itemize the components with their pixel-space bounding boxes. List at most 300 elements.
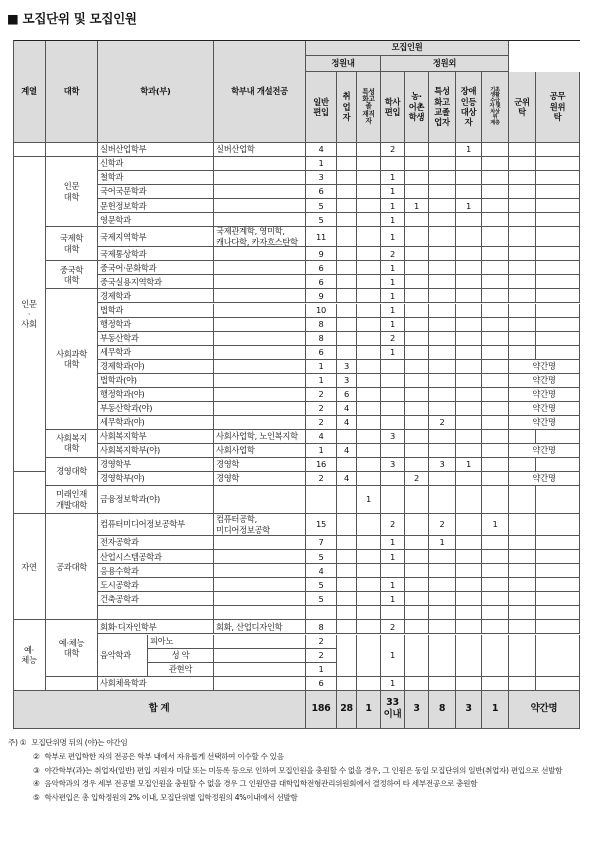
table-cell bbox=[381, 564, 405, 578]
table-header-cell: 모집인원 bbox=[306, 40, 509, 56]
footnote-number: ② bbox=[33, 751, 40, 761]
footnote-item bbox=[8, 750, 596, 764]
table-cell bbox=[482, 346, 509, 360]
table-cell bbox=[357, 592, 381, 606]
table-cell bbox=[429, 318, 456, 332]
table-header-cell: 군위 탁 bbox=[509, 72, 536, 143]
table-cell bbox=[536, 458, 580, 472]
table-cell bbox=[536, 304, 580, 318]
table-cell bbox=[509, 430, 536, 444]
table-cell: 1 bbox=[381, 550, 405, 564]
table-cell: 사회복지학부(야) bbox=[98, 444, 214, 458]
table-cell bbox=[357, 514, 381, 536]
table-cell bbox=[429, 199, 456, 213]
table-cell: 약간명 bbox=[509, 388, 580, 402]
table-cell bbox=[456, 275, 482, 289]
table-cell bbox=[357, 157, 381, 171]
table-cell: 성 악 bbox=[148, 649, 214, 663]
table-cell bbox=[429, 564, 456, 578]
table-cell bbox=[482, 157, 509, 171]
table-cell bbox=[337, 227, 357, 247]
table-cell bbox=[405, 635, 429, 677]
table-cell: 약간명 bbox=[509, 416, 580, 430]
table-cell bbox=[482, 261, 509, 275]
table-cell: 1 bbox=[381, 635, 405, 677]
table-cell bbox=[482, 199, 509, 213]
table-cell bbox=[214, 185, 306, 199]
table-cell bbox=[405, 318, 429, 332]
table-cell bbox=[357, 458, 381, 472]
table-cell bbox=[214, 199, 306, 213]
table-cell bbox=[337, 289, 357, 303]
table-cell: 피아노 bbox=[148, 635, 214, 649]
table-cell bbox=[429, 472, 456, 486]
table-cell: 컴퓨터미디어정보공학부 bbox=[98, 514, 214, 536]
table-cell bbox=[405, 171, 429, 185]
table-cell bbox=[98, 606, 214, 620]
table-cell bbox=[357, 199, 381, 213]
table-cell bbox=[429, 213, 456, 227]
table-cell bbox=[536, 514, 580, 536]
table-cell bbox=[357, 143, 381, 157]
table-header-cell: 일반 편입 bbox=[306, 72, 337, 143]
table-cell bbox=[405, 227, 429, 247]
table-cell bbox=[381, 388, 405, 402]
table-cell bbox=[405, 578, 429, 592]
table-cell: 4 bbox=[306, 430, 337, 444]
table-cell bbox=[214, 606, 306, 620]
table-cell bbox=[456, 289, 482, 303]
table-cell: 1 bbox=[381, 289, 405, 303]
table-cell bbox=[509, 635, 536, 677]
table-cell bbox=[357, 247, 381, 261]
table-cell: 5 bbox=[306, 199, 337, 213]
table-cell bbox=[456, 171, 482, 185]
table-cell bbox=[405, 486, 429, 514]
table-cell: 2 bbox=[381, 247, 405, 261]
table-cell bbox=[536, 261, 580, 275]
table-cell bbox=[429, 486, 456, 514]
table-cell bbox=[214, 318, 306, 332]
table-cell bbox=[337, 318, 357, 332]
table-cell bbox=[357, 346, 381, 360]
table-cell bbox=[482, 635, 509, 677]
table-cell bbox=[405, 261, 429, 275]
table-total-cell: 33 이내 bbox=[381, 691, 405, 729]
table-cell: 1 bbox=[306, 157, 337, 171]
table-cell: 경영학 bbox=[214, 472, 306, 486]
table-cell bbox=[482, 578, 509, 592]
table-cell: 4 bbox=[337, 402, 357, 416]
table-cell: 관현악 bbox=[148, 663, 214, 677]
table-cell: 3 bbox=[337, 374, 357, 388]
table-cell bbox=[482, 430, 509, 444]
table-cell bbox=[482, 677, 509, 691]
table-cell: 1 bbox=[381, 275, 405, 289]
table-cell: 5 bbox=[306, 550, 337, 564]
table-cell bbox=[13, 472, 46, 514]
table-cell bbox=[482, 416, 509, 430]
table-cell: 4 bbox=[337, 472, 357, 486]
table-cell bbox=[456, 346, 482, 360]
table-cell bbox=[536, 143, 580, 157]
table-cell: 신학과 bbox=[98, 157, 214, 171]
table-cell bbox=[429, 620, 456, 634]
table-cell bbox=[482, 275, 509, 289]
table-header-cell: 대학 bbox=[46, 40, 98, 143]
table-header-cell: 계열 bbox=[13, 40, 46, 143]
table-cell: 6 bbox=[306, 346, 337, 360]
table-cell bbox=[405, 620, 429, 634]
table-cell: 5 bbox=[306, 578, 337, 592]
table-cell bbox=[357, 275, 381, 289]
footnote-text: 모집단위명 뒤의 (야)는 야간임 bbox=[31, 738, 128, 747]
table-cell: 중국어·문화학과 bbox=[98, 261, 214, 275]
table-total-cell: 약간명 bbox=[509, 691, 580, 729]
table-cell bbox=[429, 360, 456, 374]
table-cell: 3 bbox=[306, 171, 337, 185]
footnote-item bbox=[8, 736, 596, 750]
table-cell bbox=[482, 332, 509, 346]
table-cell bbox=[357, 472, 381, 486]
table-cell bbox=[337, 199, 357, 213]
table-cell bbox=[337, 157, 357, 171]
table-cell bbox=[429, 227, 456, 247]
table-cell: 1 bbox=[381, 304, 405, 318]
table-cell bbox=[536, 213, 580, 227]
table-cell bbox=[536, 157, 580, 171]
footnote-item bbox=[8, 777, 596, 791]
table-cell bbox=[381, 606, 405, 620]
table-cell bbox=[381, 444, 405, 458]
table-header-cell: 특성 화고 교졸 업자 bbox=[429, 72, 456, 143]
table-cell bbox=[429, 374, 456, 388]
table-total-cell: 1 bbox=[357, 691, 381, 729]
table-cell: 국제관계학, 영미학, 캐나다학, 카자흐스탄학 bbox=[214, 227, 306, 247]
table-cell: 4 bbox=[337, 416, 357, 430]
table-cell: 2 bbox=[381, 332, 405, 346]
table-cell bbox=[357, 227, 381, 247]
table-cell bbox=[482, 171, 509, 185]
table-cell bbox=[509, 564, 536, 578]
table-cell: 15 bbox=[306, 514, 337, 536]
table-cell: 4 bbox=[306, 564, 337, 578]
table-cell bbox=[214, 578, 306, 592]
table-cell: 1 bbox=[306, 360, 337, 374]
footnote-number: ⑤ bbox=[33, 793, 40, 803]
table-cell bbox=[381, 486, 405, 514]
table-cell bbox=[214, 289, 306, 303]
table-cell bbox=[214, 592, 306, 606]
table-cell bbox=[509, 185, 536, 199]
table-cell bbox=[357, 606, 381, 620]
table-cell: 2 bbox=[306, 649, 337, 663]
table-cell bbox=[536, 536, 580, 550]
table-cell: 1 bbox=[405, 199, 429, 213]
table-cell bbox=[456, 620, 482, 634]
table-cell bbox=[509, 171, 536, 185]
table-cell: 사회사업학, 노인복지학 bbox=[214, 430, 306, 444]
table-cell bbox=[482, 536, 509, 550]
table-cell bbox=[381, 360, 405, 374]
table-cell: 약간명 bbox=[509, 360, 580, 374]
table-cell bbox=[536, 185, 580, 199]
table-cell bbox=[456, 157, 482, 171]
table-cell bbox=[357, 304, 381, 318]
footnote-text: 학사편입은 총 입학정원의 2% 이내, 모집단위별 입학정원의 4%이내에서 선발함 bbox=[44, 793, 298, 803]
table-cell bbox=[536, 332, 580, 346]
table-cell: 부동산학과 bbox=[98, 332, 214, 346]
table-cell bbox=[482, 458, 509, 472]
table-cell bbox=[536, 275, 580, 289]
table-cell: 약간명 bbox=[509, 472, 580, 486]
table-cell bbox=[381, 402, 405, 416]
table-cell bbox=[13, 143, 46, 157]
table-cell bbox=[482, 318, 509, 332]
table-cell: 9 bbox=[306, 289, 337, 303]
table-cell bbox=[405, 606, 429, 620]
table-cell bbox=[429, 402, 456, 416]
table-cell bbox=[456, 486, 482, 514]
table-cell bbox=[46, 677, 98, 691]
table-cell bbox=[337, 332, 357, 346]
table-cell: 경영대학 bbox=[46, 458, 98, 486]
table-cell bbox=[214, 486, 306, 514]
table-cell bbox=[509, 536, 536, 550]
table-cell bbox=[536, 564, 580, 578]
table-cell bbox=[482, 185, 509, 199]
table-cell bbox=[46, 143, 98, 157]
table-cell bbox=[337, 261, 357, 275]
table-header-cell: 장애 인등 대상 자 bbox=[456, 72, 482, 143]
table-cell: 경제학과(야) bbox=[98, 360, 214, 374]
table-cell bbox=[509, 514, 536, 536]
table-cell: 1 bbox=[381, 171, 405, 185]
table-cell bbox=[429, 275, 456, 289]
table-header-cell: 정원외 bbox=[381, 56, 509, 72]
table-cell: 국제통상학과 bbox=[98, 247, 214, 261]
table-cell bbox=[214, 213, 306, 227]
table-cell: 인문 · 사회 bbox=[13, 157, 46, 472]
table-cell bbox=[214, 416, 306, 430]
table-cell: 약간명 bbox=[509, 402, 580, 416]
table-cell: 경영학부 bbox=[98, 458, 214, 472]
table-cell bbox=[509, 227, 536, 247]
table-cell bbox=[536, 346, 580, 360]
table-header-cell: 공무 원위 탁 bbox=[536, 72, 580, 143]
table-cell bbox=[456, 388, 482, 402]
footnote-text: 학부로 편입학한 자의 전공은 학부 내에서 자유롭게 선택하여 이수할 수 있음 bbox=[44, 751, 284, 761]
table-cell bbox=[429, 606, 456, 620]
table-cell bbox=[456, 318, 482, 332]
table-cell: 2 bbox=[381, 514, 405, 536]
table-cell bbox=[536, 578, 580, 592]
table-cell bbox=[456, 247, 482, 261]
table-cell: 2 bbox=[306, 388, 337, 402]
table-cell bbox=[456, 416, 482, 430]
table-cell bbox=[429, 635, 456, 677]
table-cell bbox=[337, 550, 357, 564]
table-cell bbox=[214, 157, 306, 171]
table-header-cell: 학사 편입 bbox=[381, 72, 405, 143]
table-cell: 사회복지학부 bbox=[98, 430, 214, 444]
table-cell bbox=[337, 564, 357, 578]
table-cell bbox=[357, 388, 381, 402]
table-cell: 11 bbox=[306, 227, 337, 247]
table-header-cell: 학과(부) bbox=[98, 40, 214, 143]
table-cell: 회화, 산업디자인학 bbox=[214, 620, 306, 634]
table-cell bbox=[429, 261, 456, 275]
table-cell bbox=[456, 444, 482, 458]
table-cell bbox=[482, 304, 509, 318]
table-cell bbox=[306, 486, 337, 514]
table-cell bbox=[456, 472, 482, 486]
table-cell: 3 bbox=[381, 430, 405, 444]
table-cell bbox=[405, 332, 429, 346]
table-cell bbox=[214, 649, 306, 663]
table-cell bbox=[357, 578, 381, 592]
table-cell bbox=[482, 472, 509, 486]
table-cell bbox=[509, 247, 536, 261]
table-cell bbox=[429, 677, 456, 691]
table-cell bbox=[482, 486, 509, 514]
table-cell bbox=[482, 374, 509, 388]
table-cell bbox=[536, 486, 580, 514]
table-cell bbox=[337, 275, 357, 289]
table-cell bbox=[456, 606, 482, 620]
table-header-cell: 기초 생활 수급 자 및 차상 위 계층 bbox=[482, 72, 509, 143]
table-cell bbox=[357, 402, 381, 416]
table-cell: 예· 체능 bbox=[13, 620, 46, 690]
table-cell bbox=[429, 592, 456, 606]
table-cell bbox=[482, 213, 509, 227]
table-cell bbox=[509, 213, 536, 227]
table-cell bbox=[214, 550, 306, 564]
table-cell bbox=[337, 213, 357, 227]
table-cell bbox=[482, 247, 509, 261]
table-cell: 6 bbox=[337, 388, 357, 402]
table-cell: 3 bbox=[429, 458, 456, 472]
table-cell bbox=[337, 578, 357, 592]
footnote-item bbox=[8, 791, 596, 805]
table-cell bbox=[429, 247, 456, 261]
table-cell bbox=[429, 185, 456, 199]
table-cell bbox=[405, 157, 429, 171]
table-cell bbox=[405, 677, 429, 691]
table-cell: 1 bbox=[381, 592, 405, 606]
table-cell bbox=[536, 171, 580, 185]
table-cell bbox=[405, 304, 429, 318]
table-cell bbox=[536, 635, 580, 677]
table-cell bbox=[337, 346, 357, 360]
table-cell: 문헌정보학과 bbox=[98, 199, 214, 213]
table-cell: 1 bbox=[381, 261, 405, 275]
table-cell bbox=[405, 275, 429, 289]
table-cell bbox=[456, 374, 482, 388]
table-cell bbox=[456, 677, 482, 691]
table-cell bbox=[405, 388, 429, 402]
table-cell bbox=[357, 635, 381, 677]
table-cell bbox=[214, 171, 306, 185]
table-total-cell: 3 bbox=[456, 691, 482, 729]
table-cell bbox=[429, 157, 456, 171]
table-cell bbox=[482, 360, 509, 374]
table-cell bbox=[456, 360, 482, 374]
table-cell bbox=[509, 304, 536, 318]
table-cell bbox=[357, 318, 381, 332]
table-cell bbox=[429, 346, 456, 360]
table-cell bbox=[509, 275, 536, 289]
table-cell bbox=[214, 247, 306, 261]
table-cell: 1 bbox=[381, 185, 405, 199]
table-cell bbox=[536, 592, 580, 606]
table-cell bbox=[509, 289, 536, 303]
table-cell bbox=[381, 157, 405, 171]
table-cell: 1 bbox=[381, 199, 405, 213]
table-cell bbox=[429, 578, 456, 592]
table-cell: 2 bbox=[306, 416, 337, 430]
table-cell: 2 bbox=[306, 402, 337, 416]
table-cell: 1 bbox=[456, 143, 482, 157]
table-cell bbox=[214, 374, 306, 388]
table-cell bbox=[536, 620, 580, 634]
table-cell bbox=[509, 261, 536, 275]
table-cell: 6 bbox=[306, 677, 337, 691]
table-cell bbox=[429, 143, 456, 157]
table-cell bbox=[429, 444, 456, 458]
table-header-cell: 정원내 bbox=[306, 56, 381, 72]
table-cell bbox=[214, 536, 306, 550]
table-cell: 법학과 bbox=[98, 304, 214, 318]
table-cell bbox=[214, 261, 306, 275]
table-cell: 경영학부(야) bbox=[98, 472, 214, 486]
table-cell bbox=[509, 620, 536, 634]
table-cell bbox=[509, 346, 536, 360]
table-cell bbox=[536, 606, 580, 620]
table-cell bbox=[456, 430, 482, 444]
table-cell bbox=[482, 289, 509, 303]
table-cell bbox=[536, 289, 580, 303]
table-cell: 경영학 bbox=[214, 458, 306, 472]
table-cell bbox=[357, 444, 381, 458]
table-cell bbox=[337, 514, 357, 536]
table-cell: 전자공학과 bbox=[98, 536, 214, 550]
table-cell bbox=[405, 564, 429, 578]
table-cell bbox=[509, 578, 536, 592]
table-cell bbox=[357, 171, 381, 185]
table-cell: 금융정보학과(야) bbox=[98, 486, 214, 514]
table-cell bbox=[536, 430, 580, 444]
table-cell bbox=[405, 536, 429, 550]
table-cell: 2 bbox=[381, 620, 405, 634]
table-cell: 건축공학과 bbox=[98, 592, 214, 606]
table-cell: 1 bbox=[381, 227, 405, 247]
table-cell: 8 bbox=[306, 332, 337, 346]
table-cell bbox=[456, 185, 482, 199]
table-cell bbox=[405, 185, 429, 199]
table-header-cell: 특성 화고 졸 재직 자 bbox=[357, 72, 381, 143]
table-cell bbox=[456, 564, 482, 578]
table-cell bbox=[337, 143, 357, 157]
table-cell bbox=[456, 332, 482, 346]
table-cell: 공과대학 bbox=[46, 514, 98, 620]
table-cell: 1 bbox=[429, 536, 456, 550]
footnote-number: 주) ① bbox=[8, 738, 27, 747]
table-cell: 1 bbox=[381, 578, 405, 592]
table-cell bbox=[405, 402, 429, 416]
table-total-cell: 8 bbox=[429, 691, 456, 729]
table-cell bbox=[405, 360, 429, 374]
